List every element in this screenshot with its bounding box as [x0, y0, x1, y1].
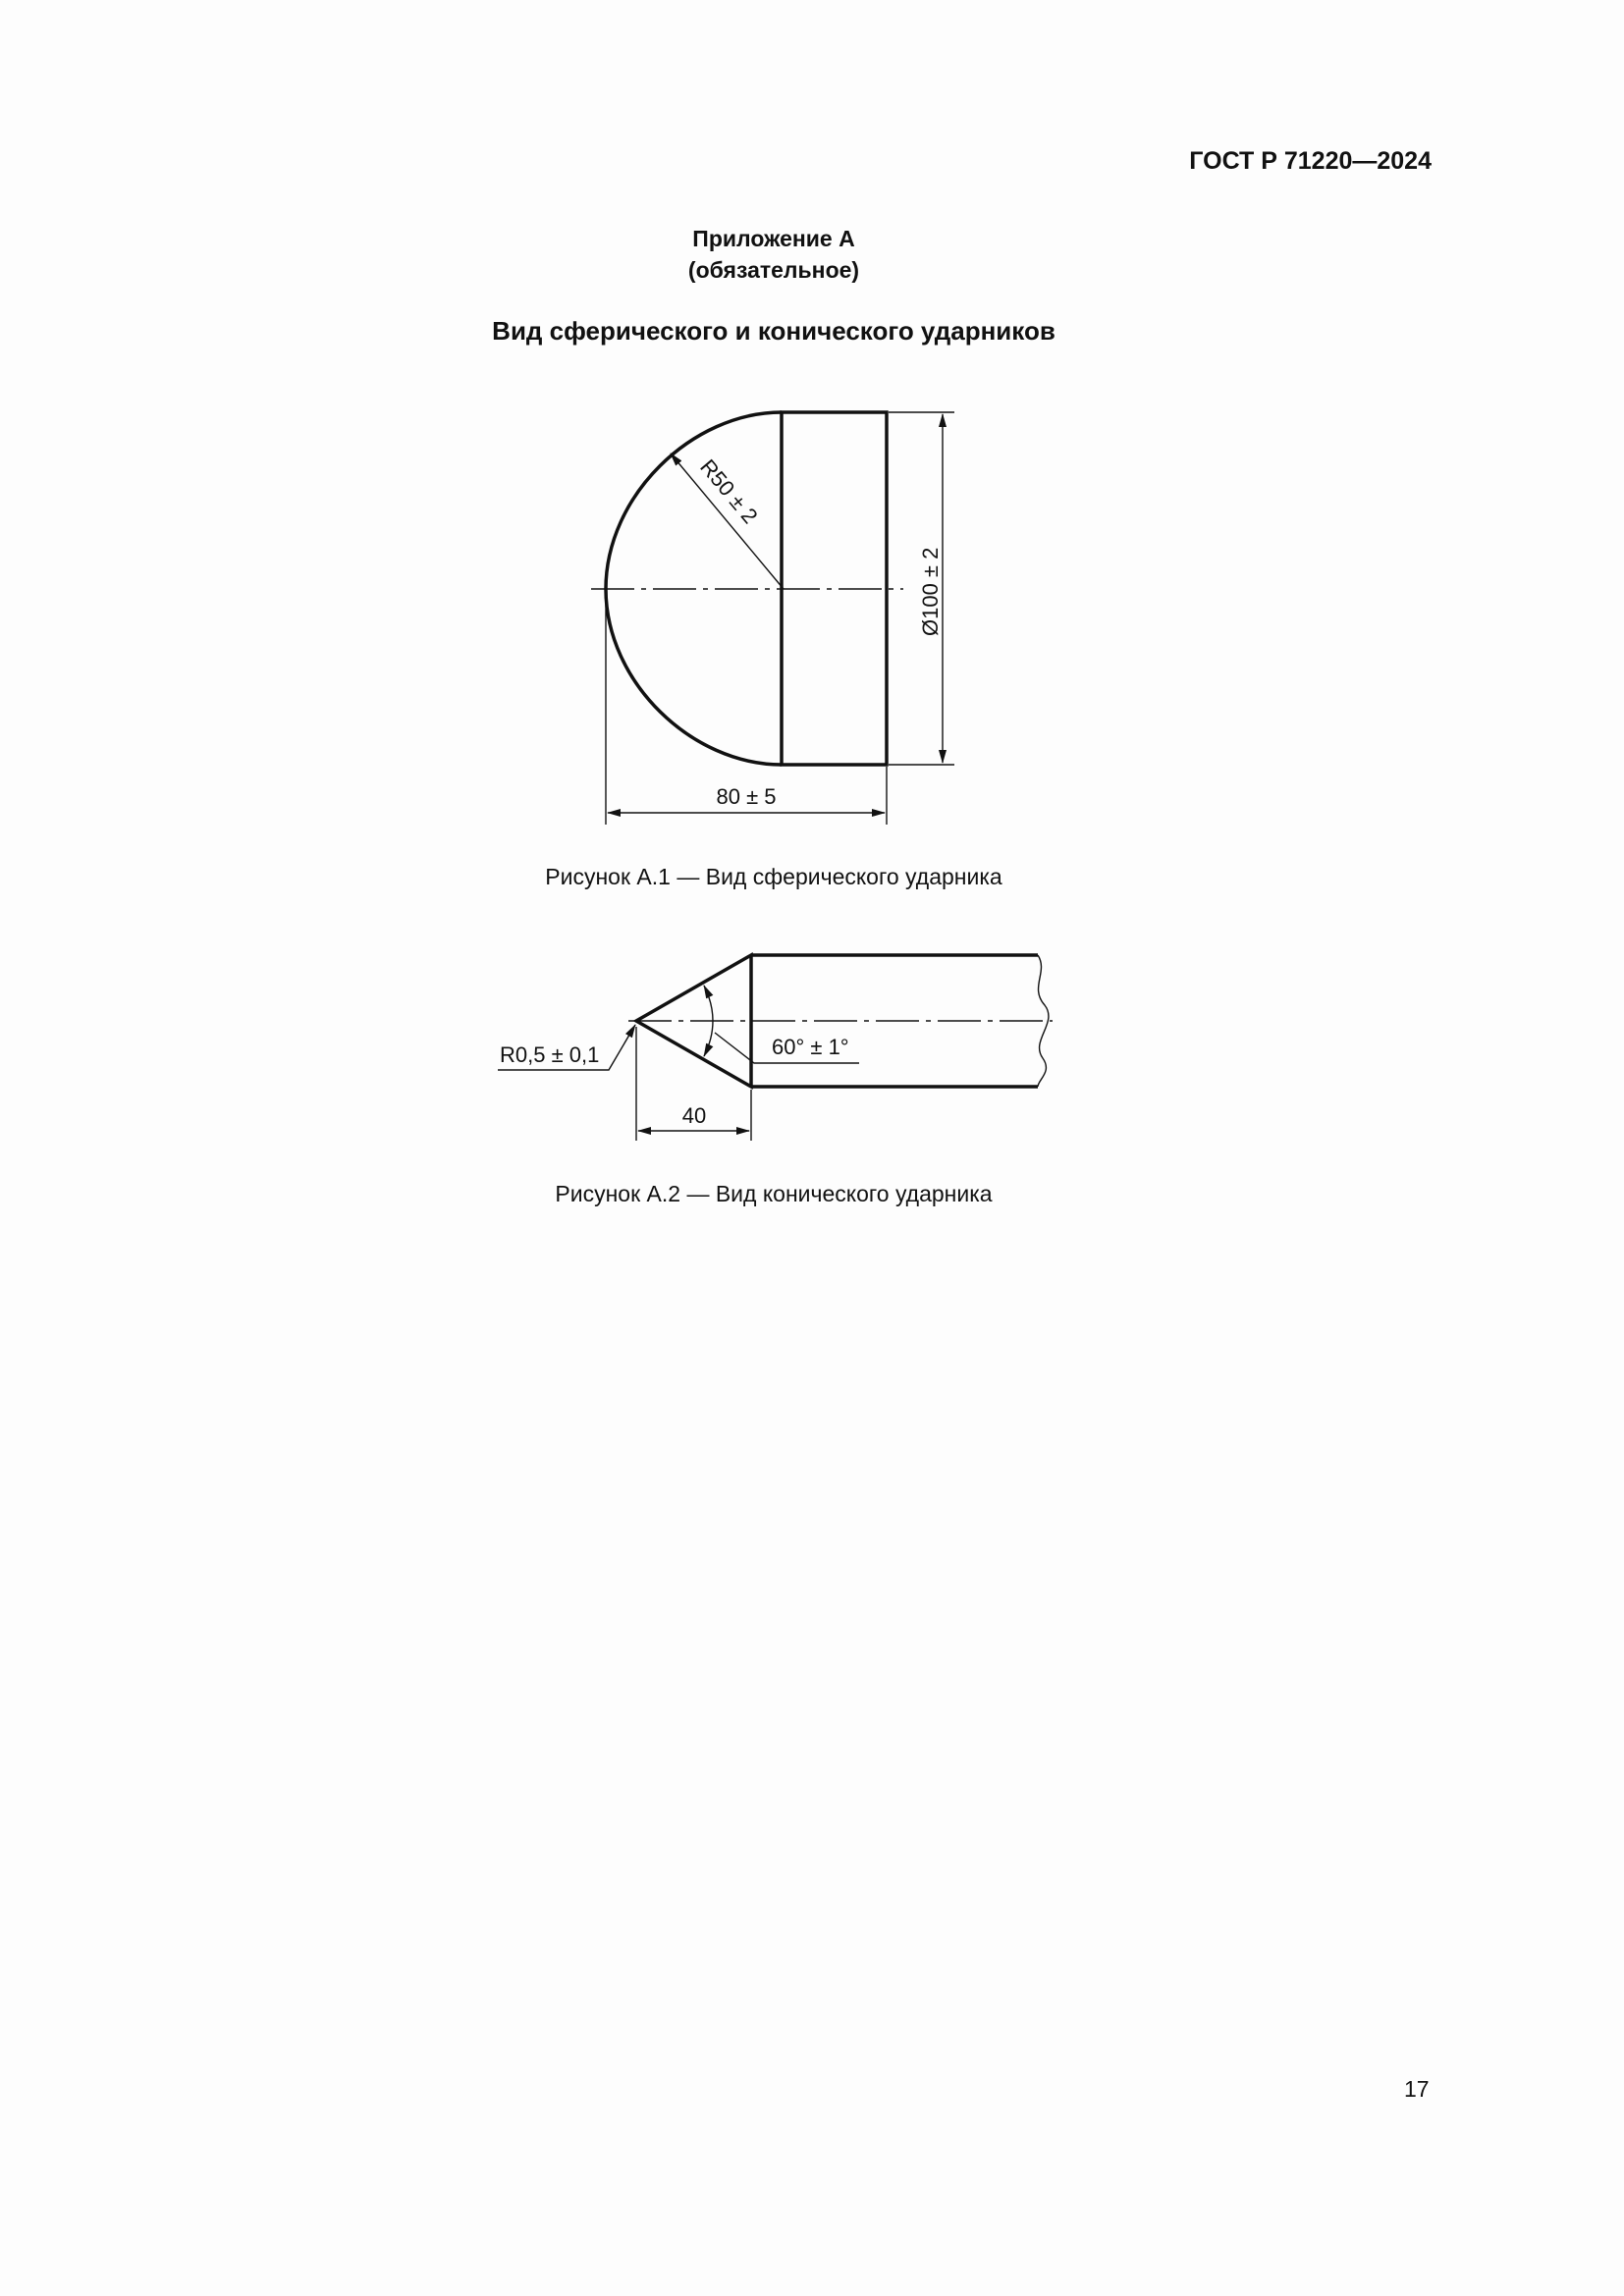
- annex-title: Приложение А: [692, 226, 855, 251]
- standard-code: ГОСТ Р 71220—2024: [1189, 147, 1432, 175]
- diameter-label: Ø100 ± 2: [918, 547, 943, 636]
- radius-label: R50 ± 2: [695, 454, 763, 529]
- figure-spherical-striker: [591, 412, 954, 825]
- length-label: 40: [681, 1103, 707, 1128]
- tip-radius-label: R0,5 ± 0,1: [500, 1042, 600, 1067]
- figure-2-caption: Рисунок А.2 — Вид конического ударника: [555, 1181, 993, 1206]
- page-number: 17: [1404, 2076, 1430, 2102]
- figure-1-caption: Рисунок А.1 — Вид сферического ударника: [545, 864, 1002, 889]
- annex-status: (обязательное): [687, 257, 860, 283]
- figure-conical-striker: [498, 955, 1053, 1141]
- section-title: Вид сферического и конического ударников: [492, 316, 1056, 346]
- length-label: 80 ± 5: [716, 784, 777, 809]
- angle-label: 60° ± 1°: [772, 1035, 849, 1059]
